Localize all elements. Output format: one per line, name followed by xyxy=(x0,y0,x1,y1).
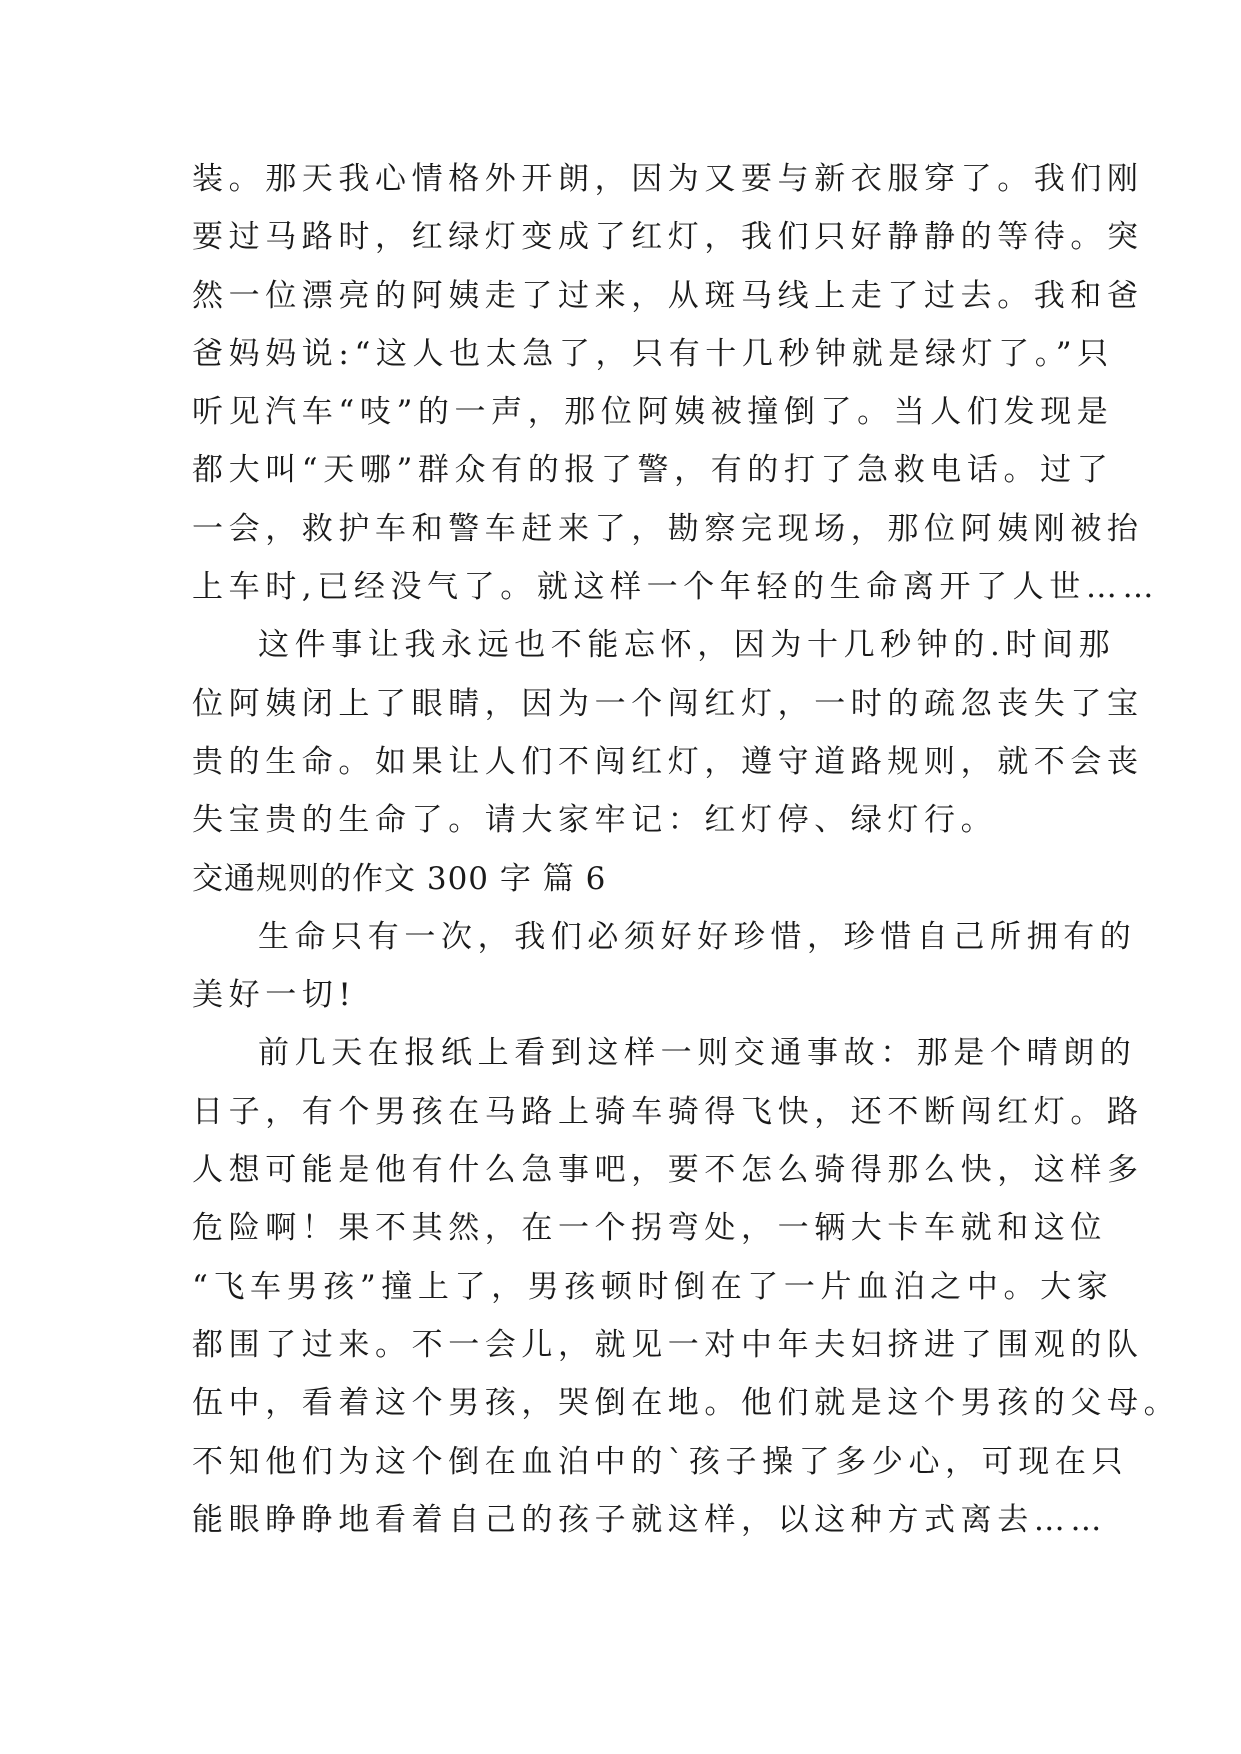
text-line: 爸妈妈说:“这人也太急了，只有十几秒钟就是绿灯了。”只 xyxy=(192,335,1114,372)
text-line: 美好一切! xyxy=(192,977,357,1014)
text-line: 听见汽车“吱”的一声，那位阿姨被撞倒了。当人们发现是 xyxy=(192,394,1114,431)
text-line: 伍中，看着这个男孩，哭倒在地。他们就是这个男孩的父母。 xyxy=(192,1385,1181,1422)
text-line: 危险啊！果不其然，在一个拐弯处，一辆大卡车就和这位 xyxy=(192,1210,1107,1247)
text-line: “飞车男孩”撞上了，男孩顿时倒在了一片血泊之中。大家 xyxy=(192,1268,1114,1305)
text-line: 不知他们为这个倒在血泊中的`孩子操了多少心，可现在只 xyxy=(192,1443,1129,1480)
text-line: 都围了过来。不一会儿，就见一对中年夫妇挤进了围观的队 xyxy=(192,1326,1144,1363)
paragraph-first-line: 前几天在报纸上看到这样一则交通事故：那是个晴朗的 xyxy=(258,1035,1137,1072)
paragraph-first-line: 生命只有一次，我们必须好好珍惜，珍惜自己所拥有的 xyxy=(258,918,1137,955)
text-line: 人想可能是他有什么急事吧，要不怎么骑得那么快，这样多 xyxy=(192,1152,1144,1189)
text-line: 装。那天我心情格外开朗，因为又要与新衣服穿了。我们刚 xyxy=(192,161,1144,197)
text-line: 能眼睁睁地看着自己的孩子就这样，以这种方式离去…… xyxy=(192,1501,1107,1538)
text-line: 位阿姨闭上了眼睛，因为一个闯红灯，一时的疏忽丧失了宝 xyxy=(192,685,1144,722)
text-line: 贵的生命。如果让人们不闯红灯，遵守道路规则，就不会丧 xyxy=(192,743,1144,780)
text-line: 日子，有个男孩在马路上骑车骑得飞快，还不断闯红灯。路 xyxy=(192,1093,1144,1130)
text-line: 失宝贵的生命了。请大家牢记：红灯停、绿灯行。 xyxy=(192,802,998,839)
text-line: 上车时,已经没气了。就这样一个年轻的生命离开了人世…… xyxy=(192,569,1160,606)
text-line: 一会，救护车和警车赶来了，勘察完现场，那位阿姨刚被抬 xyxy=(192,510,1144,547)
paragraph-first-line: 这件事让我永远也不能忘怀，因为十几秒钟的.时间那 xyxy=(258,627,1116,664)
text-line: 然一位漂亮的阿姨走了过来，从斑马线上走了过去。我和爸 xyxy=(192,277,1144,314)
section-heading: 交通规则的作文 300 字 篇 6 xyxy=(192,860,607,897)
text-line: 都大叫“天哪”群众有的报了警，有的打了急救电话。过了 xyxy=(192,452,1114,489)
text-line: 要过马路时，红绿灯变成了红灯，我们只好静静的等待。突 xyxy=(192,219,1144,256)
text-column xyxy=(192,150,1181,1549)
